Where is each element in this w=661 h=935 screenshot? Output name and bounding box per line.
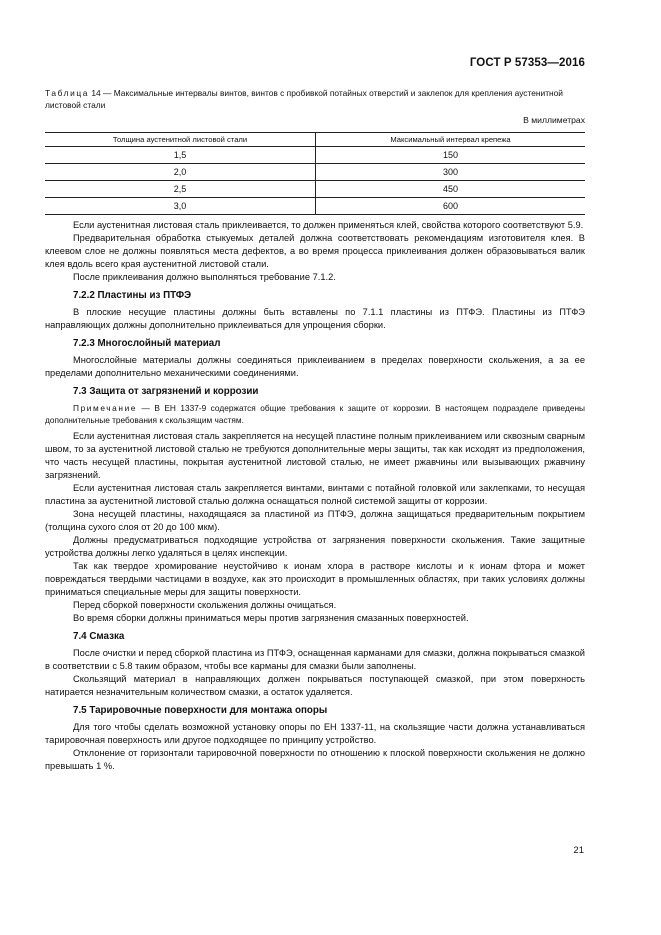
col-thickness-header: Толщина аустенитной листовой стали — [45, 133, 316, 147]
note-label: Примечание — [73, 403, 138, 413]
thickness-cell: 2,0 — [45, 164, 316, 181]
paragraph-protection-1: Если аустенитная листовая сталь закрепляется на несущей пластине полным приклеиванием или сквозным сварным швом, то за аустенитной листовой сталью не требуются дополнительные меры защиты, так как исходят из предположения, что часть несущей пластины, покрытая аустенитной листовой сталью, не имеет ржавчины или вызывающих ржавчину загрязнений. — [45, 431, 585, 480]
thickness-cell: 3,0 — [45, 198, 316, 215]
thickness-cell: 2,5 — [45, 181, 316, 198]
section-heading-7-2-3: 7.2.3 Многослойный материал — [73, 338, 221, 349]
paragraph-requirement: После приклеивания должно выполняться требование 7.1.2. — [73, 272, 336, 282]
paragraph-lubrication-2: Скользящий материал в направляющих должен покрываться поступающей смазкой, при этом поверхность натирается незначительным количеством смазки, а остаток удаляется. — [45, 674, 585, 697]
fastener-interval-table — [45, 132, 585, 215]
paragraph-protection-7: Во время сборки должны приниматься меры против загрязнения смазанных поверхностей. — [73, 613, 469, 623]
paragraph-protection-2: Если аустенитная листовая сталь закрепляется винтами, винтами с потайной головкой или заклепками, то несущая пластина за аустенитной листовой сталью должна оснащаться полной системой защиты от коррозии. — [45, 483, 585, 506]
paragraph-protection-5: Так как твердое хромирование неустойчиво к ионам хлора в растворе кислоты и к ионам фтора и может повреждаться твердыми частицами в воздухе, как это происходит в промышленных областях, при таких условиях должны приниматься специальные меры для защиты поверхности. — [45, 561, 585, 597]
section-heading-7-4: 7.4 Смазка — [73, 631, 125, 642]
interval-cell: 150 — [316, 147, 586, 164]
paragraph-protection-3: Зона несущей пластины, находящаяся за пластиной из ПТФЭ, должна защищаться предварительным покрытием (толщина сухого слоя от 20 до 100 мкм). — [45, 509, 585, 532]
document-code: ГОСТ Р 57353—2016 — [469, 57, 585, 69]
section-heading-7-3: 7.3 Защита от загрязнений и коррозии — [73, 386, 259, 397]
paragraph-adhesive: Если аустенитная листовая сталь приклеивается, то должен применяться клей, свойства которого соответствуют 5.9. — [73, 220, 584, 230]
paragraph-ptfe-plates: В плоские несущие пластины должны быть вставлены по 7.1.1 пластины из ПТФЭ. Пластины из ПТФЭ направляющих должны дополнительно приклеиваться для упрощения сборки. — [45, 307, 585, 330]
table-header-row — [45, 133, 585, 147]
table-row — [45, 147, 585, 164]
section-heading-7-2-2: 7.2.2 Пластины из ПТФЭ — [73, 290, 192, 301]
page-content — [45, 88, 585, 773]
interval-cell: 300 — [316, 164, 586, 181]
table-units: В миллиметрах — [523, 115, 585, 125]
thickness-cell: 1,5 — [45, 147, 316, 164]
paragraph-lubrication-1: После очистки и перед сборкой пластина из ПТФЭ, оснащенная карманами для смазки, должна покрываться смазкой в соответствии с 5.8 таким образом, чтобы все карманы для смазки были заполнены. — [45, 648, 585, 671]
interval-cell: 450 — [316, 181, 586, 198]
paragraph-calibration-1: Для того чтобы сделать возможной установку опоры по ЕН 1337-11, на скользящие части должна устанавливаться тарировочная поверхность или другое подходящее по принципу устройство. — [45, 722, 585, 745]
col-interval-header: Максимальный интервал крепежа — [316, 133, 586, 147]
table-row — [45, 164, 585, 181]
table-row — [45, 198, 585, 215]
paragraph-calibration-2: Отклонение от горизонтали тарировочной поверхности по отношению к плоской поверхности скольжения не должно превышать 1 %. — [45, 748, 585, 771]
note-text: — В ЕН 1337-9 содержатся общие требования к защите от коррозии. В настоящем подразделе приведены дополнительные требования к скользящим частям. — [45, 403, 585, 425]
page-number: 21 — [573, 845, 584, 856]
section-heading-7-5: 7.5 Тарировочные поверхности для монтажа опоры — [73, 705, 328, 716]
paragraph-pretreatment: Предварительная обработка стыкуемых деталей должна соответствовать рекомендациям изготовителя клея. В клеевом слое не должны появляться места дефектов, а во время процесса приклеивания должен образовываться валик клея вдоль всего края аустенитной листовой стали. — [45, 233, 585, 269]
table-caption — [45, 88, 585, 111]
table-label: Таблица — [45, 88, 90, 98]
table-caption-text: 14 — Максимальные интервалы винтов, винтов с пробивкой потайных отверстий и заклепок для крепления аустенитной листовой стали — [45, 88, 563, 110]
paragraph-protection-6: Перед сборкой поверхности скольжения должны очищаться. — [73, 600, 337, 610]
table-row — [45, 181, 585, 198]
note — [45, 402, 585, 426]
paragraph-multilayer: Многослойные материалы должны соединяться приклеиванием в пределах поверхности скольжения, а за ее пределами дополнительно механическими соединениями. — [45, 355, 585, 378]
interval-cell: 600 — [316, 198, 586, 215]
paragraph-protection-4: Должны предусматриваться подходящие устройства от загрязнения поверхности скольжения. Такие защитные устройства должны легко удаляться в целях инспекции. — [45, 535, 585, 558]
